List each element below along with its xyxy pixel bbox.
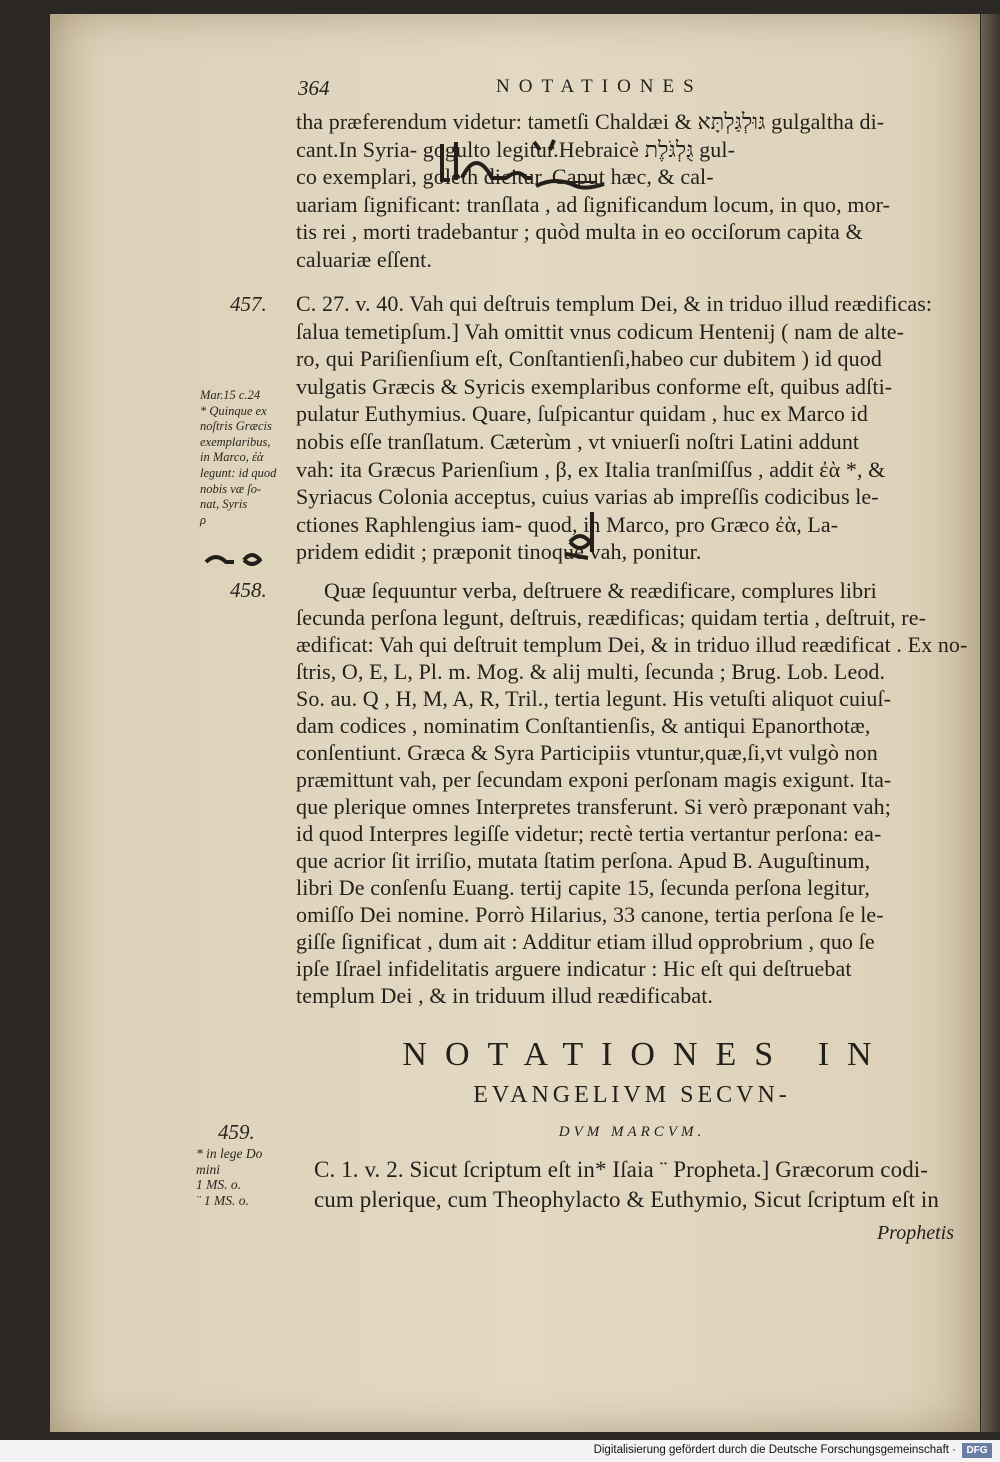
text-line: ipſe Iſrael infidelitatis arguere indicatur : Hic eſt qui deſtruebat xyxy=(296,956,852,981)
margin-line: ρ xyxy=(200,512,206,527)
text-line: ctiones Raphlengius iam- quod, in Marco, pro Græco ἐὰ, La- xyxy=(296,511,839,537)
text-line: C. 27. v. 40. Vah qui deſtruis templum Dei, & in triduo illud reædificas: xyxy=(296,291,933,316)
text-line: pulatur Euthymius. Quare, ſuſpicantur quidam , huc ex Marco id xyxy=(296,401,868,427)
margin-line: Mar.15 c.24 xyxy=(200,388,261,402)
margin-line: nat, Syris xyxy=(200,497,248,512)
margin-line: exemplaribus, xyxy=(200,434,271,449)
book-gutter xyxy=(981,14,1000,1432)
margin-line: * Quinque ex xyxy=(200,403,267,418)
section-heading-line1: NOTATIONES IN xyxy=(402,1036,890,1073)
syriac-word-glyph xyxy=(436,134,606,196)
catchword: Prophetis xyxy=(876,1222,954,1244)
margin-line: noſtris Græcis xyxy=(200,419,272,434)
text-line: caluariæ eſſent. xyxy=(296,247,432,272)
margin-line: mini xyxy=(196,1161,221,1177)
text-line: co exemplari, goleth dicitur. Caput hæc, & cal- xyxy=(296,164,714,190)
text-line: tis rei , morti tradebantur ; quòd multa in eo occiſorum capita & xyxy=(296,219,863,245)
text-line: omiſſo Dei nomine. Porrò Hilarius, 33 canone, tertia perſona ſe le- xyxy=(296,902,884,927)
text-line: id quod Interpres legiſſe videtur; rectè tertia vertantur perſona: ea- xyxy=(296,821,882,846)
margin-line: 1 MS. o. xyxy=(196,1177,241,1193)
text-line: cum plerique, cum Theophylacto & Euthymio, Sicut ſcriptum eſt in xyxy=(314,1187,939,1212)
text-line: vah: ita Græcus Parienſium , β, ex Italia tranſmiſſus , addit ἐὰ *, & xyxy=(296,456,886,482)
text-line: conſentiunt. Græca & Syra Participiis vtuntur,quæ,ſi,vt vulgò non xyxy=(296,740,878,765)
text-line: que acrior ſit irriſio, mutata ſtatim perſona. Apud B. Auguſtinum, xyxy=(296,848,871,873)
dfg-logo: DFG xyxy=(962,1443,992,1458)
text-line: nobis eſſe tranſlatum. Cæterùm , vt vniuerſi noſtri Latini addunt xyxy=(296,429,860,454)
text-line: ædificat: Vah qui deſtruit templum Dei, & in triduo illud reædificat . Ex no- xyxy=(296,632,968,657)
running-head: NOTATIONES xyxy=(496,76,703,97)
text-line: pridem edidit ; præponit tinoque vah, ponitur. xyxy=(296,539,702,565)
text-line: ſecunda perſona legunt, deſtruis, reædificas; quidam tertia , deſtruit, re- xyxy=(296,605,927,630)
text-line: cant.In Syria- gogulto legitur.Hebraicè גֻּלְגֹּלֶת gul- xyxy=(296,136,736,162)
text-line: Quæ ſequuntur verba, deſtruere & reædificare, complures libri xyxy=(324,578,877,603)
note-number-457: 457. xyxy=(230,292,267,316)
footer-credit: Digitalisierung gefördert durch die Deutsche Forschungsgemeinschaft · xyxy=(593,1444,956,1456)
text-line: C. 1. v. 2. Sicut ſcriptum eſt in* Iſaia ¨ Propheta.] Græcorum codi- xyxy=(314,1157,929,1182)
text-line: templum Dei , & in triduum illud reædificabat. xyxy=(296,983,714,1008)
text-line: tha præferendum videtur: tametſi Chaldæi & גּוּלְגַּלְתָּא gulgaltha di- xyxy=(296,109,885,134)
text-line: uariam ſignificant: tranſlata , ad ſignificandum locum, in quo, mor- xyxy=(296,191,891,217)
margin-line: legunt: id quod xyxy=(200,466,277,480)
text-line: Syriacus Colonia acceptus, cuius varias ab impreſſis codicibus le- xyxy=(296,484,879,510)
text-line: vulgatis Græcis & Syricis exemplaribus conforme eſt, quibus adſti- xyxy=(296,373,893,399)
note-number-458: 458. xyxy=(230,578,267,602)
page-number: 364 xyxy=(298,76,330,100)
note-number-459: 459. xyxy=(218,1120,255,1144)
text-line: So. au. Q , H, M, A, R, Tril., tertia legunt. His vetuſti aliquot cuiuſ- xyxy=(296,686,892,711)
text-line: giſſe ſignificat , dum ait : Additur etiam illud opprobrium , quo ſe xyxy=(296,929,875,954)
text-line: ſtris, O, E, L, Pl. m. Mog. & alij multi, ſecunda ; Brug. Lob. Leod. xyxy=(296,659,886,684)
text-line: ro, qui Pariſienſium eſt, Conſtantienſi,habeo cur dubitem ) id quod xyxy=(296,346,882,372)
margin-line: in Marco, ἐὰ xyxy=(200,450,264,465)
text-line: ſalua temetipſum.] Vah omittit vnus codicum Hentenij ( nam de alte- xyxy=(296,318,905,344)
text-line: dam codices , nominatim Conſtantienſis, & antiqui Epanorthotæ, xyxy=(296,713,871,738)
text-line: præmittunt vah, per ſecundam exponi perſonam magis exigunt. Ita- xyxy=(296,767,892,792)
margin-line: nobis væ ſo- xyxy=(200,481,262,496)
text-line: libri De conſenſu Euang. tertij capite 15, ſecunda perſona legitur, xyxy=(296,875,870,900)
margin-line: * in lege Do xyxy=(196,1146,263,1161)
section-heading-line2: EVANGELIVM SECVN- xyxy=(473,1082,791,1108)
section-heading-line3: DVM MARCVM. xyxy=(558,1124,706,1140)
text-line: que plerique omnes Interpretes transferunt. Si verò præponant vah; xyxy=(296,794,891,819)
margin-syriac-glyph xyxy=(204,544,262,570)
margin-line: ¨ 1 MS. o. xyxy=(196,1192,249,1208)
